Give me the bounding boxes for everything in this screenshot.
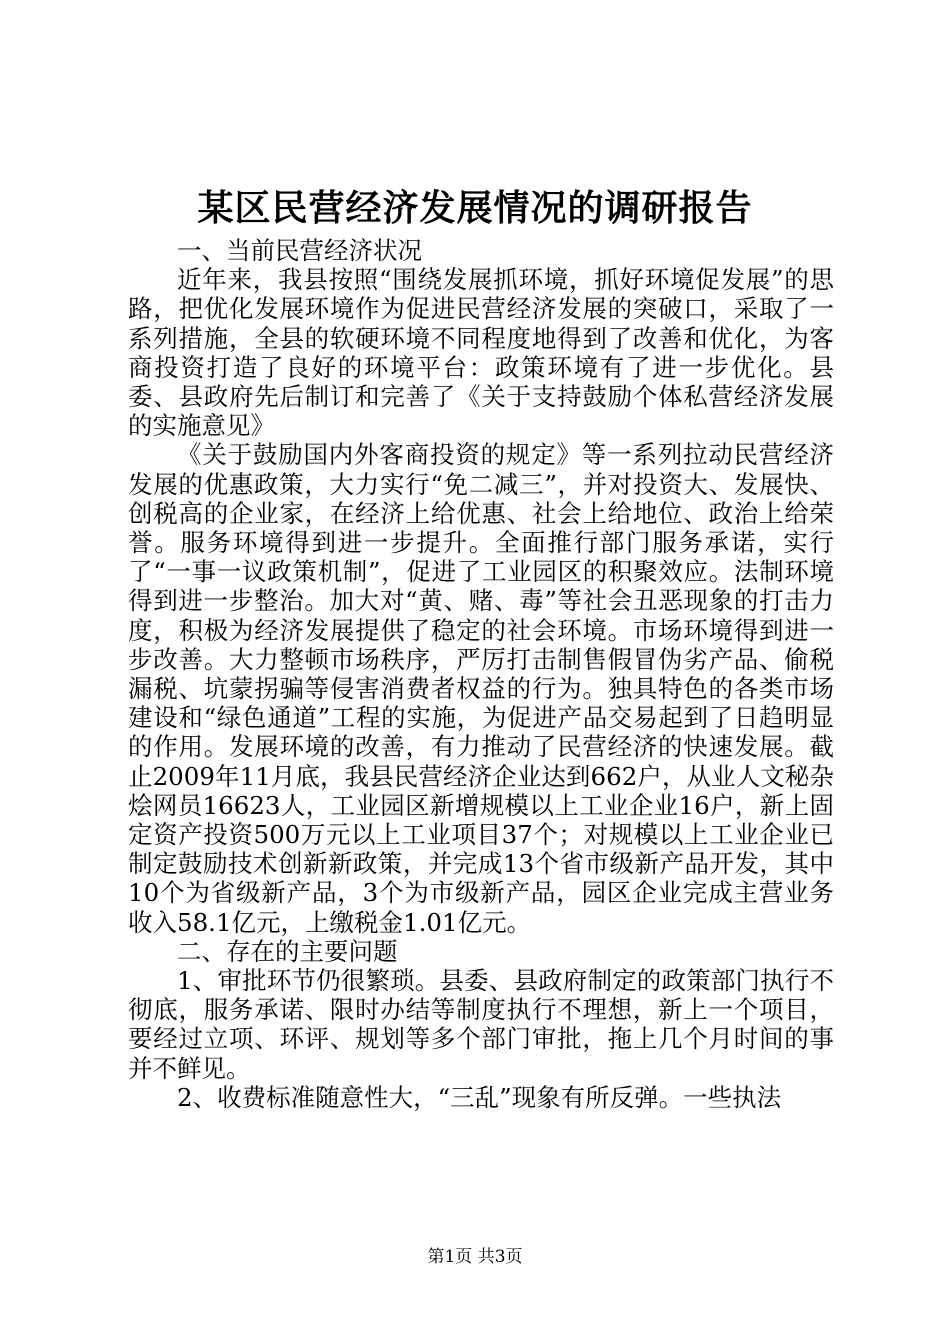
document-body (128, 236, 834, 1112)
body-paragraph: 《关于鼓励国内外客商投资的规定》等一系列拉动民营经济发展的优惠政策，大力实行“免二减三”，并对投资大、发展快、创税高的企业家，在经济上给优惠、社会上给地位、政治上给荣誉。服务环境得到进一步提升。全面推行部门服务承诺，实行了“一事一议政策机制”，促进了工业园区的积聚效应。法制环境得到进一步整治。加大对“黄、赌、毒”等社会丑恶现象的打击力度，积极为经济发展提供了稳定的社会环境。市场环境得到进一步改善。大力整顿市场秩序，严厉打击制售假冒伪劣产品、偷税漏税、坑蒙拐骗等侵害消费者权益的行为。独具特色的各类市场建设和“绿色通道”工程的实施，为促进产品交易起到了日趋明显的作用。发展环境的改善，有力推动了民营经济的快速发展。截止2009年11月底，我县民营经济企业达到662户，从业人文秘杂烩网员16623人，工业园区新增规模以上工业企业16户，新上固定资产投资500万元以上工业项目37个；对规模以上工业企业已制定鼓励技术创新新政策，并完成13个省市级新产品开发，其中10个为省级新产品，3个为市级新产品，园区企业完成主营业务收入58.1亿元，上缴税金1.01亿元。 (128, 440, 834, 937)
body-paragraph: 2、收费标准随意性大，“三乱”现象有所反弹。一些执法 (177, 1082, 782, 1112)
document-title: 某区民营经济发展情况的调研报告 (197, 187, 753, 229)
section-heading-1: 一、当前民营经济状况 (177, 236, 422, 265)
body-paragraph: 1、审批环节仍很繁琐。县委、县政府制定的政策部门执行不彻底，服务承诺、限时办结等制度执行不理想，新上一个项目，要经过立项、环评、规划等多个部门审批，拖上几个月时间的事并不鲜见。 (128, 966, 834, 1083)
body-paragraph: 近年来，我县按照“围绕发展抓环境，抓好环境促发展”的思路，把优化发展环境作为促进民营经济发展的突破口，采取了一系列措施，全县的软硬环境不同程度地得到了改善和优化，为客商投资打造了良好的环境平台：政策环境有了进一步优化。县委、县政府先后制订和完善了《关于支持鼓励个体私营经济发展的实施意见》 (128, 265, 834, 441)
section-heading-2: 二、存在的主要问题 (177, 936, 398, 966)
page-footer: 第1页 共3页 (427, 1247, 523, 1267)
